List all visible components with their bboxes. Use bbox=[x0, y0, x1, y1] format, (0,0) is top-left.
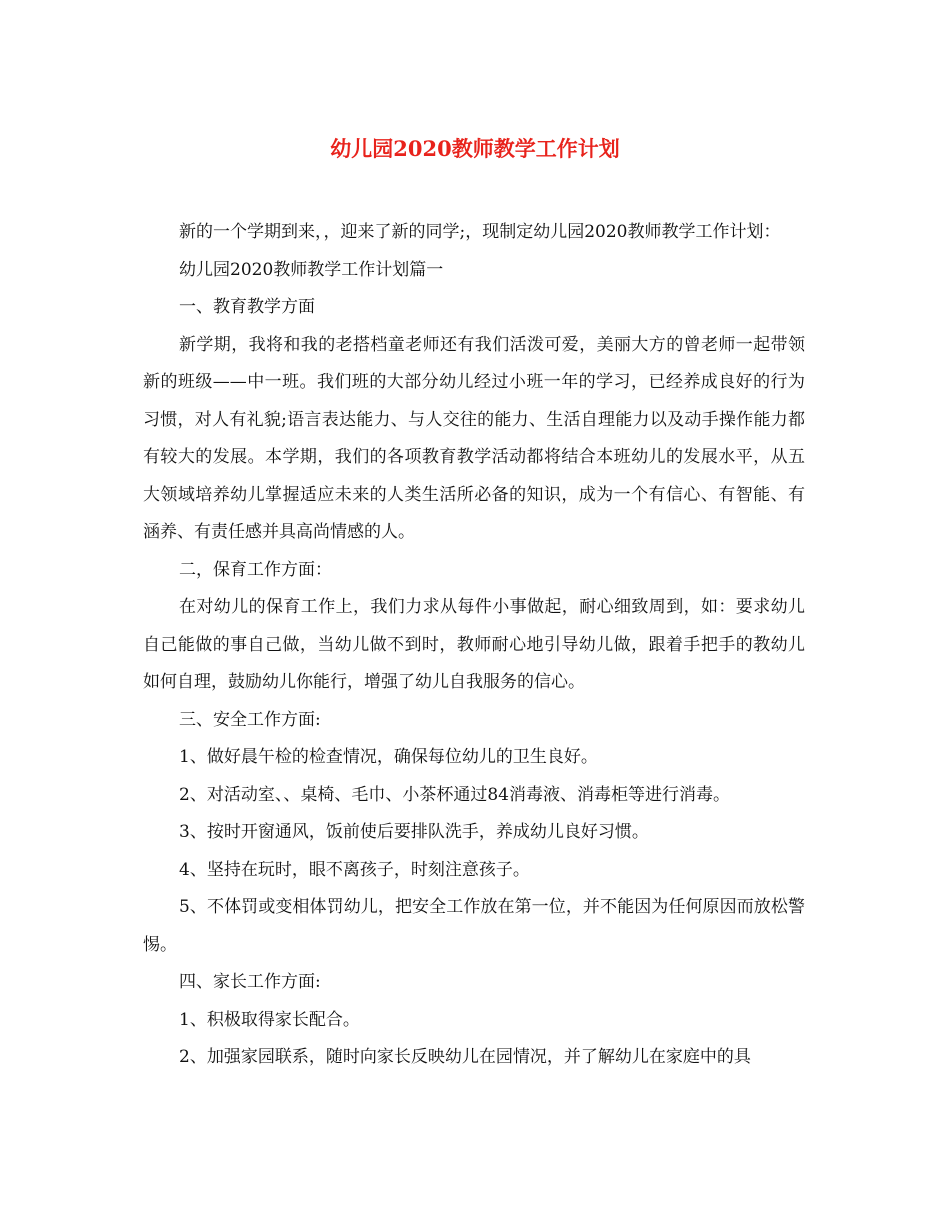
document-body bbox=[143, 214, 805, 1077]
safety-item-5: 5、不体罚或变相体罚幼儿，把安全工作放在第一位，并不能因为任何原因而放松警惕。 bbox=[143, 897, 805, 955]
document-title: 幼儿园2020教师教学工作计划 bbox=[330, 136, 620, 161]
section-heading-safety: 三、安全工作方面: bbox=[179, 709, 321, 730]
section-heading-care: 二，保育工作方面： bbox=[179, 559, 332, 580]
safety-item-2: 2、对活动室、、桌椅、毛巾、小茶杯通过84消毒液、消毒柜等进行消毒。 bbox=[179, 784, 730, 805]
intro-paragraph: 新的一个学期到来，，迎来了新的同学;，现制定幼儿园2020教师教学工作计划： bbox=[179, 222, 781, 242]
section-heading-parents: 四、家长工作方面: bbox=[179, 972, 321, 992]
teaching-paragraph: 新学期，我将和我的老搭档童老师还有我们活泼可爱，美丽大方的曾老师一起带领新的班级——中一班。我们班的大部分幼儿经过小班一年的学习，已经养成良好的行为习惯，对人有礼貌;语言表达能力、与人交往的能力、生活自理能力以及动手操作能力都有较大的发展。本学期，我们的各项教育教学活动都将结合本班幼儿的发展水平，从五大领域培养幼儿掌握适应未来的人类生活所必备的知识，成为一个有信心、有智能、有涵养、有责任感并具高尚情感的人。 bbox=[143, 334, 805, 542]
parents-item-1: 1、积极取得家长配合。 bbox=[179, 1009, 360, 1030]
parents-item-2: 2、加强家园联系，随时向家长反映幼儿在园情况，并了解幼儿在家庭中的具 bbox=[179, 1047, 751, 1067]
care-paragraph: 在对幼儿的保育工作上，我们力求从每件小事做起，耐心细致周到，如：要求幼儿自己能做的事自己做，当幼儿做不到时，教师耐心地引导幼儿做，跟着手把手的教幼儿如何自理，鼓励幼儿你能行，增强了幼儿自我服务的信心。 bbox=[143, 597, 805, 692]
section-heading-part-one: 幼儿园2020教师教学工作计划篇一 bbox=[179, 259, 444, 280]
safety-item-1: 1、做好晨午检的检查情况，确保每位幼儿的卫生良好。 bbox=[179, 747, 598, 767]
safety-item-4: 4、坚持在玩时，眼不离孩子，时刻注意孩子。 bbox=[179, 859, 530, 880]
section-heading-teaching: 一、教育教学方面 bbox=[179, 297, 315, 317]
safety-item-3: 3、按时开窗通风，饭前使后要排队洗手，养成幼儿良好习惯。 bbox=[179, 822, 649, 842]
